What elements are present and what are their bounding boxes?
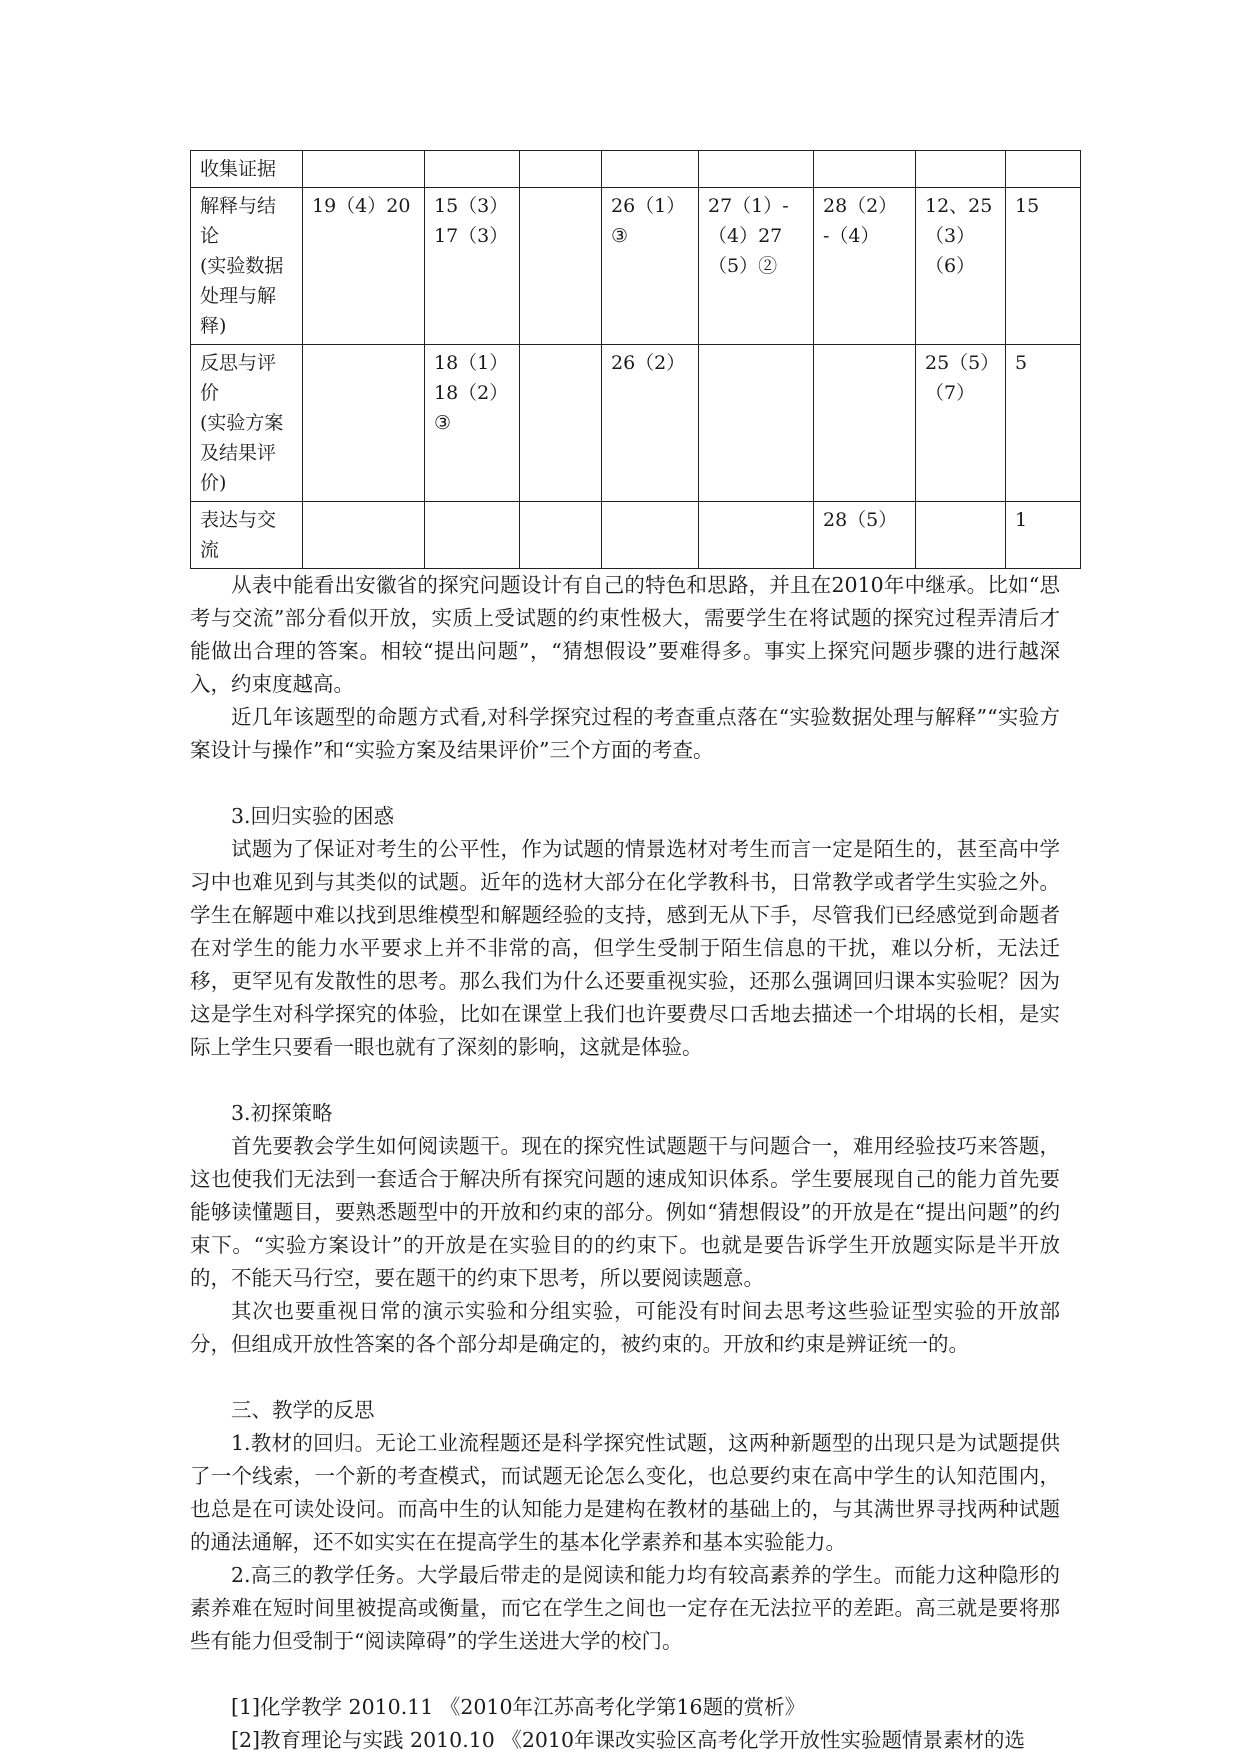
- table-cell: [520, 502, 602, 569]
- paragraph: 2.高三的教学任务。大学最后带走的是阅读和能力均有较高素养的学生。而能力这种隐形的素养难在短时间里被提高或衡量，而它在学生之间也一定存在无法拉平的差距。高三就是要将那些有能力但受制于“阅读障碍”的学生送进大学的校门。: [190, 1563, 1060, 1653]
- cell-line: (实验数据: [200, 255, 284, 277]
- paragraph: 首先要教会学生如何阅读题干。现在的探究性试题题干与问题合一，难用经验技巧来答题，这也使我们无法到一套适合于解决所有探究问题的速成知识体系。学生要展现自己的能力首先要能够读懂题目，要熟悉题型中的开放和约束的部分。例如“猜想假设”的开放是在“提出问题”的约束下。“实验方案设计”的开放是在实验目的的约束下。也就是要告诉学生开放题实际是半开放的，不能天马行空，要在题干的约束下思考，所以要阅读题意。: [190, 1134, 1060, 1290]
- cell-line: （6）: [925, 255, 976, 277]
- table-cell: [814, 188, 916, 345]
- table-cell: [699, 345, 814, 502]
- spacer: [190, 1658, 1060, 1691]
- table-cell: [303, 502, 425, 569]
- cell-line: 及结果评价): [200, 442, 277, 494]
- cell-line: 处理与解释): [200, 285, 277, 337]
- row-label-cell: [191, 502, 303, 569]
- cell-line: ③: [611, 225, 629, 247]
- row-label-cell: [191, 151, 303, 188]
- table-cell: [1006, 502, 1081, 569]
- cell-line: ③: [434, 412, 452, 434]
- table-cell: [520, 188, 602, 345]
- table-row: [191, 345, 1081, 502]
- table-cell: [602, 151, 699, 188]
- table-cell: [425, 188, 520, 345]
- cell-line: 15: [1015, 195, 1040, 217]
- table-row: [191, 151, 1081, 188]
- cell-line: 18（2）: [434, 382, 509, 404]
- table-cell: [425, 502, 520, 569]
- cell-line: 26（1）: [611, 195, 686, 217]
- cell-line: 17（3）: [434, 225, 509, 247]
- paragraph: 其次也要重视日常的演示实验和分组实验，可能没有时间去思考这些验证型实验的开放部分，但组成开放性答案的各个部分却是确定的，被约束的。开放和约束是辨证统一的。: [190, 1299, 1060, 1356]
- table-row: [191, 502, 1081, 569]
- section-heading: 3.初探策略: [231, 1101, 333, 1125]
- paragraph: 从表中能看出安徽省的探究问题设计有自己的特色和思路，并且在2010年中继承。比如“思考与交流”部分看似开放，实质上受试题的约束性极大，需要学生在将试题的探究过程弄清后才能做出合理的答案。相较“提出问题”，“猜想假设”要难得多。事实上探究问题步骤的进行越深入，约束度越高。: [190, 573, 1060, 696]
- cell-line: 19（4）20: [312, 195, 411, 217]
- cell-line: 5: [1015, 352, 1028, 374]
- table-cell: [425, 151, 520, 188]
- table-cell: [916, 188, 1006, 345]
- table-cell: [699, 151, 814, 188]
- table-cell: [814, 345, 916, 502]
- cell-line: 28（5）: [823, 509, 898, 531]
- body-text: [190, 569, 1060, 1757]
- paragraph: 试题为了保证对考生的公平性，作为试题的情景选材对考生而言一定是陌生的，甚至高中学习中也难见到与其类似的试题。近年的选材大部分在化学教科书，日常教学或者学生实验之外。学生在解题中难以找到思维模型和解题经验的支持，感到无从下手，尽管我们已经感觉到命题者在对学生的能力水平要求上并不非常的高，但学生受制于陌生信息的干扰，难以分析，无法迁移，更罕见有发散性的思考。那么我们为什么还要重视实验，还那么强调回归课本实验呢？因为这是学生对科学探究的体验，比如在课堂上我们也许要费尽口舌地去描述一个坩埚的长相，是实际上学生只要看一眼也就有了深刻的影响，这就是体验。: [190, 837, 1060, 1059]
- table-cell: [916, 502, 1006, 569]
- table-cell: [699, 188, 814, 345]
- table-cell: [520, 151, 602, 188]
- cell-line: （3）: [925, 225, 976, 247]
- cell-line: 1: [1015, 509, 1028, 531]
- cell-line: 解释与结论: [200, 195, 277, 247]
- cell-line: 26（2）: [611, 352, 686, 374]
- reference-item: [2]教育理论与实践 2010.10 《2010年课改实验区高考化学开放性实验题情景素材的选: [231, 1728, 1026, 1752]
- section-heading: 3.回归实验的困惑: [231, 804, 395, 828]
- table-cell: [814, 502, 916, 569]
- spacer: [190, 767, 1060, 800]
- paragraph: 近几年该题型的命题方式看,对科学探究过程的考查重点落在“实验数据处理与解释”“实验方案设计与操作”和“实验方案及结果评价”三个方面的考查。: [190, 705, 1060, 762]
- table-cell: [602, 188, 699, 345]
- table-cell: [303, 151, 425, 188]
- table-cell: [1006, 188, 1081, 345]
- table-cell: [303, 345, 425, 502]
- cell-line: 25（5）: [925, 352, 1000, 374]
- table-cell: [1006, 151, 1081, 188]
- cell-line: （4）27: [708, 225, 783, 247]
- document-page: [190, 150, 1060, 1757]
- spacer: [190, 1361, 1060, 1394]
- table-body: [191, 151, 1081, 569]
- table-cell: [520, 345, 602, 502]
- cell-line: 15（3）: [434, 195, 509, 217]
- table-cell: [699, 502, 814, 569]
- cell-line: （5）②: [708, 255, 778, 277]
- table-cell: [814, 151, 916, 188]
- cell-line: 27（1）-: [708, 195, 789, 217]
- cell-line: 18（1）: [434, 352, 509, 374]
- spacer: [190, 1064, 1060, 1097]
- table-cell: [916, 345, 1006, 502]
- row-label-cell: [191, 188, 303, 345]
- cell-line: (实验方案: [200, 412, 284, 434]
- table-cell: [425, 345, 520, 502]
- table-cell: [1006, 345, 1081, 502]
- cell-line: 收集证据: [200, 158, 277, 180]
- table-cell: [303, 188, 425, 345]
- table-row: [191, 188, 1081, 345]
- table-cell: [916, 151, 1006, 188]
- cell-line: 表达与交流: [200, 509, 277, 561]
- cell-line: 反思与评价: [200, 352, 277, 404]
- cell-line: 28（2）: [823, 195, 898, 217]
- cell-line: 12、25: [925, 195, 993, 217]
- cell-line: （7）: [925, 382, 976, 404]
- cell-line: -（4）: [823, 225, 880, 247]
- table-cell: [602, 502, 699, 569]
- exam-question-table: [190, 150, 1081, 569]
- reference-item: [1]化学教学 2010.11 《2010年江苏高考化学第16题的赏析》: [231, 1695, 806, 1719]
- section-heading: 三、教学的反思: [231, 1398, 375, 1422]
- row-label-cell: [191, 345, 303, 502]
- table-cell: [602, 345, 699, 502]
- paragraph: 1.教材的回归。无论工业流程题还是科学探究性试题，这两种新题型的出现只是为试题提供了一个线索，一个新的考查模式，而试题无论怎么变化，也总要约束在高中学生的认知范围内，也总是在可读处设问。而高中生的认知能力是建构在教材的基础上的，与其满世界寻找两种试题的通法通解，还不如实实在在提高学生的基本化学素养和基本实验能力。: [190, 1431, 1060, 1554]
